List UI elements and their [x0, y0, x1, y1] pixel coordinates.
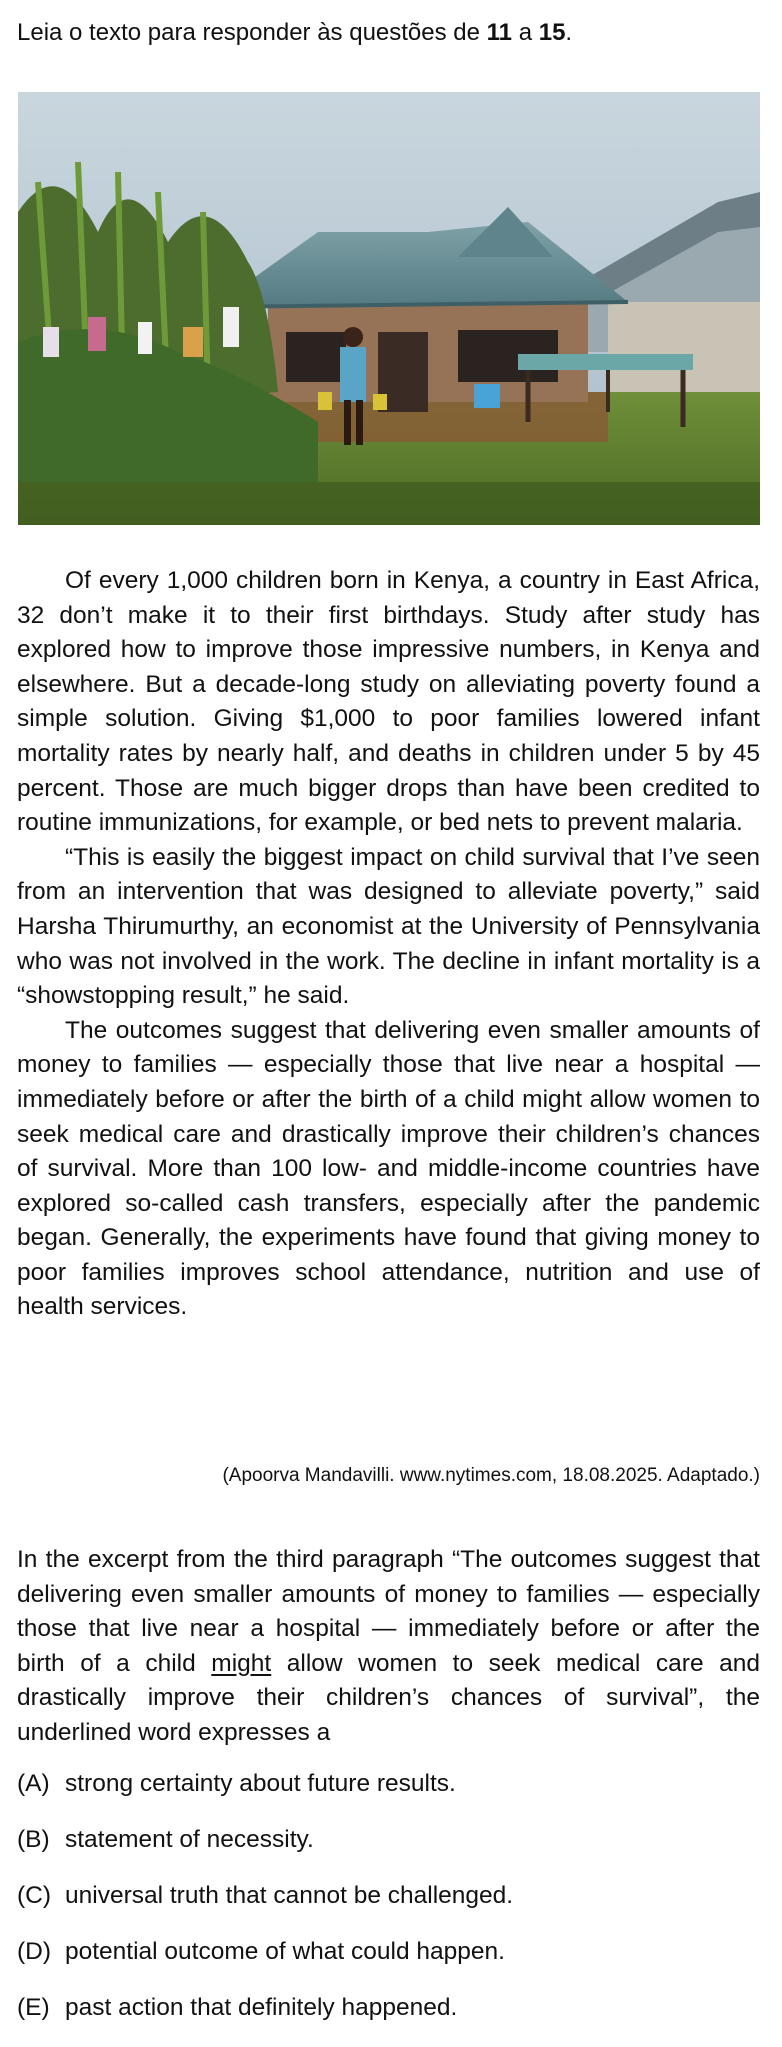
- question-range-end: 15: [538, 19, 566, 46]
- option-text: past action that definitely happened.: [65, 1994, 458, 2021]
- option-letter: (B): [17, 1826, 50, 1853]
- answer-options: [17, 1767, 760, 2047]
- option-e[interactable]: [17, 1991, 760, 2047]
- option-text: strong certainty about future results.: [65, 1770, 456, 1797]
- instruction-connector: a: [512, 19, 539, 46]
- option-a[interactable]: [17, 1767, 760, 1823]
- instruction-line: [17, 17, 765, 49]
- option-letter: (C): [17, 1882, 52, 1909]
- option-d[interactable]: [17, 1935, 760, 1991]
- option-text: potential outcome of what could happen.: [65, 1938, 505, 1965]
- article-source-citation: (Apoorva Mandavilli. www.nytimes.com, 18.08.2025. Adaptado.): [222, 1465, 760, 1486]
- article-paragraph-2: “This is easily the biggest impact on child survival that I’ve seen from an intervention that was designed to alleviate poverty,” said Harsha Thirumurthy, an economist at the University of Pennsylvania who was not involved in the work. The decline in infant mortality is a “showstopping result,” he said.: [17, 843, 760, 1010]
- question-range-start: 11: [486, 19, 513, 46]
- question-text-before: In the excerpt from the third paragraph “The outcomes suggest that delivering even smaller amounts of money to families — especially those that live near a hospital — immediately before or after the birth of a child: [17, 1546, 760, 1677]
- option-b[interactable]: [17, 1823, 760, 1879]
- underlined-word: might: [211, 1649, 272, 1677]
- option-c[interactable]: [17, 1879, 760, 1935]
- option-letter: (D): [17, 1938, 52, 1965]
- kenya-house-photo: [18, 92, 760, 525]
- article-paragraph-3: The outcomes suggest that delivering even smaller amounts of money to families — especially those that live near a hospital — immediately before or after the birth of a child might allow women to seek medical care and drastically improve their children’s chances of survival. More than 100 low- and middle-income countries have explored so-called cash transfers, especially after the pandemic began. Generally, the experiments have found that giving money to poor families improves school attendance, nutrition and use of health services.: [17, 1016, 760, 1321]
- question-text-after: allow women to seek medical care and drastically improve their children’s chances of survival”, the underlined word expresses a: [17, 1649, 760, 1746]
- option-letter: (A): [17, 1770, 50, 1797]
- article-text: [17, 564, 760, 1325]
- instruction-period: .: [565, 19, 573, 46]
- option-letter: (E): [17, 1994, 50, 2021]
- option-text: statement of necessity.: [65, 1826, 314, 1853]
- article-paragraph-1: Of every 1,000 children born in Kenya, a country in East Africa, 32 don’t make it to their first birthdays. Study after study has explored how to improve those impressive numbers, in Kenya and elsewhere. But a decade-long study on alleviating poverty found a simple solution. Giving $1,000 to poor families lowered infant mortality rates by nearly half, and deaths in children under 5 by 45 percent. Those are much bigger drops than have been credited to routine immunizations, for example, or bed nets to prevent malaria.: [17, 567, 760, 837]
- instruction-text: Leia o texto para responder às questões de: [17, 19, 487, 46]
- option-text: universal truth that cannot be challenged.: [65, 1882, 514, 1909]
- question-stem: [17, 1543, 760, 1751]
